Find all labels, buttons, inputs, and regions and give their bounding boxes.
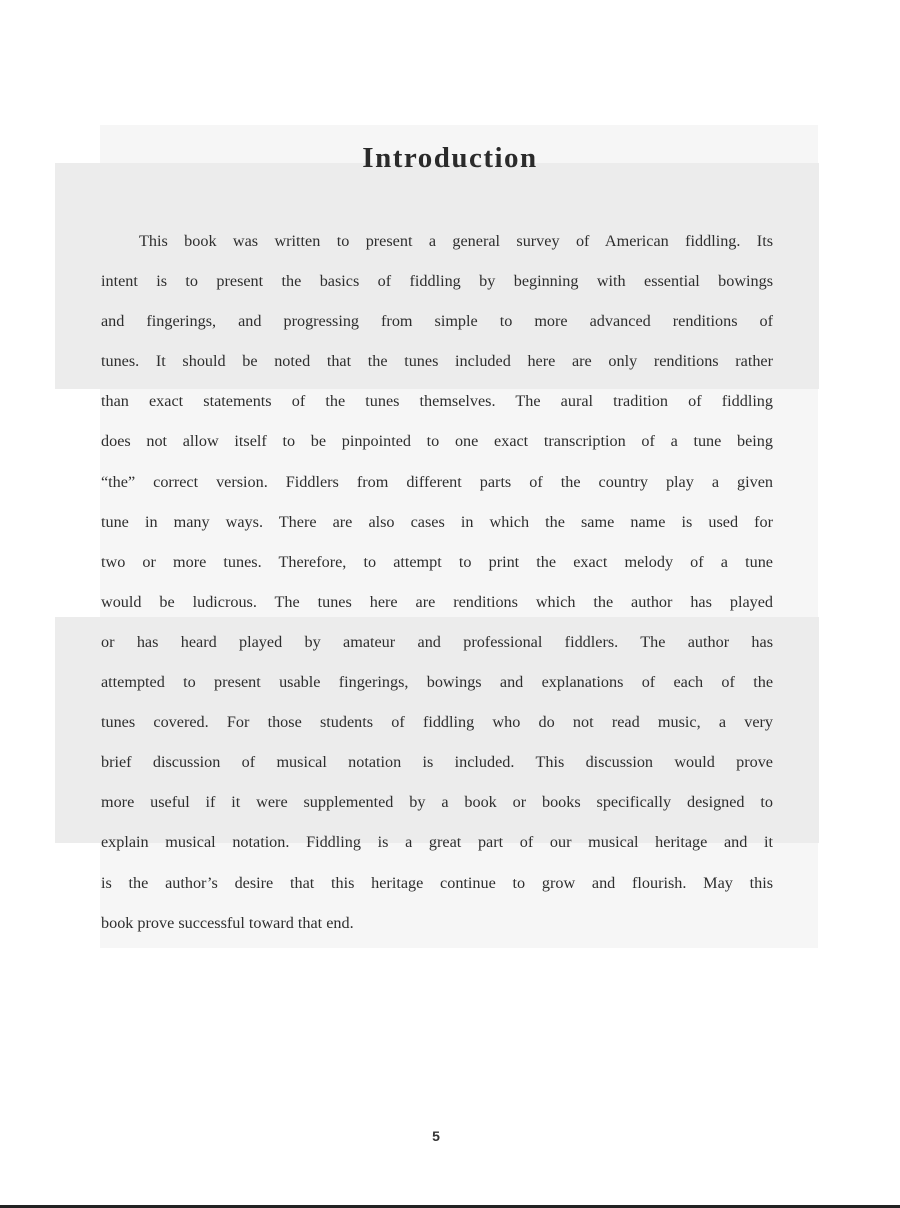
paragraph-line: would be ludicrous. The tunes here are renditions which the author has played: [101, 592, 773, 611]
paragraph-line: tunes covered. For those students of fiddling who do not read music, a very: [101, 713, 773, 732]
paragraph-line: does not allow itself to be pinpointed to one exact transcription of a tune being: [101, 432, 773, 451]
paragraph-line: attempted to present usable fingerings, bowings and explanations of each of the: [101, 673, 773, 692]
paragraph-line: book prove successful toward that end.: [101, 913, 354, 932]
paragraph-line: two or more tunes. Therefore, to attempt to print the exact melody of a tune: [101, 552, 773, 571]
paragraph-line: more useful if it were supplemented by a book or books specifically designed to: [101, 793, 773, 812]
paragraph-line: tunes. It should be noted that the tunes included here are only renditions rather: [101, 352, 773, 371]
paragraph-line: is the author’s desire that this heritage continue to grow and flourish. May this: [101, 873, 773, 892]
paragraph-line: than exact statements of the tunes themselves. The aural tradition of fiddling: [101, 392, 773, 411]
paragraph-line: This book was written to present a general survey of American fiddling. Its: [139, 232, 773, 250]
page-number: 5: [432, 1128, 440, 1144]
paragraph-line: or has heard played by amateur and professional fiddlers. The author has: [101, 632, 773, 651]
paragraph-line: brief discussion of musical notation is included. This discussion would prove: [101, 753, 773, 772]
paragraph-line: tune in many ways. There are also cases in which the same name is used for: [101, 512, 773, 531]
paragraph-line: intent is to present the basics of fiddling by beginning with essential bowings: [101, 272, 773, 291]
paragraph-line: explain musical notation. Fiddling is a great part of our musical heritage and it: [101, 833, 773, 852]
paragraph-line: and fingerings, and progressing from simple to more advanced renditions of: [101, 312, 773, 331]
introduction-paragraph: [101, 227, 773, 949]
paragraph-line: “the” correct version. Fiddlers from different parts of the country play a given: [101, 472, 773, 491]
page-title: Introduction: [362, 142, 538, 174]
